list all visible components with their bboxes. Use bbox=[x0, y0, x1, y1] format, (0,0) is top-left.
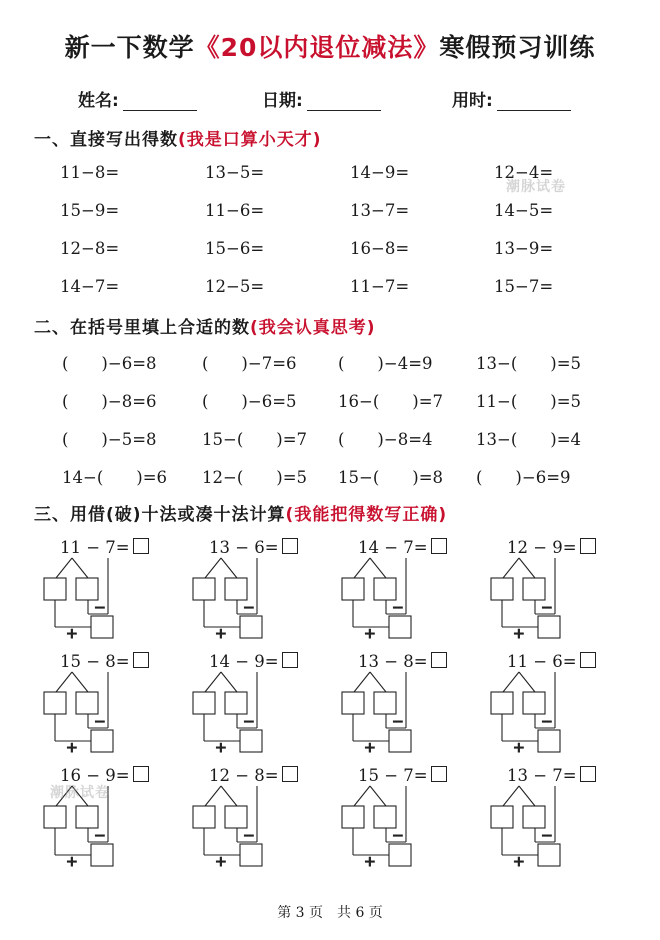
fill-in-problem[interactable]: 11−( )=5 bbox=[476, 392, 582, 411]
minus-sign: − bbox=[541, 600, 553, 616]
plus-sign: + bbox=[513, 854, 525, 870]
oral-calc-problem: 14−5= bbox=[494, 201, 554, 220]
equation-text: 12 − 9= bbox=[507, 538, 577, 557]
minus-sign: − bbox=[392, 714, 404, 730]
plus-sign: + bbox=[364, 626, 376, 642]
minus-sign: − bbox=[94, 714, 106, 730]
section3-note: (我能把得数写正确) bbox=[285, 505, 448, 525]
split-box-right[interactable] bbox=[523, 806, 545, 828]
answer-box[interactable] bbox=[133, 538, 149, 554]
plus-sign: + bbox=[66, 740, 78, 756]
equation-text: 11 − 6= bbox=[507, 652, 577, 671]
equation-text: 14 − 9= bbox=[209, 652, 279, 671]
minus-sign: − bbox=[392, 828, 404, 844]
split-box-right[interactable] bbox=[374, 806, 396, 828]
equation bbox=[507, 652, 596, 671]
equation bbox=[209, 766, 298, 785]
split-diagram bbox=[36, 556, 146, 646]
equation-text: 15 − 7= bbox=[358, 766, 428, 785]
equation bbox=[507, 538, 596, 557]
split-diagram bbox=[483, 784, 593, 874]
fill-in-problem[interactable]: 13−( )=5 bbox=[476, 354, 582, 373]
time-label: 用时: bbox=[452, 91, 493, 111]
split-box-left[interactable] bbox=[491, 578, 513, 600]
plus-sign: + bbox=[215, 854, 227, 870]
oral-calc-problem: 11−7= bbox=[350, 277, 410, 296]
equation bbox=[209, 538, 298, 557]
branch-line-right bbox=[221, 558, 237, 578]
section3-title: 三、用借(破)十法或凑十法计算 bbox=[34, 505, 286, 525]
answer-box[interactable] bbox=[133, 766, 149, 782]
oral-calc-problem: 14−7= bbox=[60, 277, 120, 296]
intermediate-box[interactable] bbox=[91, 616, 113, 638]
minus-sign: − bbox=[541, 714, 553, 730]
intermediate-box[interactable] bbox=[389, 730, 411, 752]
split-box-right[interactable] bbox=[76, 806, 98, 828]
fill-in-problem[interactable]: ( )−6=5 bbox=[202, 392, 297, 411]
branch-line-left bbox=[354, 672, 370, 692]
intermediate-box[interactable] bbox=[389, 844, 411, 866]
oral-calc-problem: 12−8= bbox=[60, 239, 120, 258]
equation-text: 15 − 8= bbox=[60, 652, 130, 671]
equation bbox=[209, 652, 298, 671]
branch-line-right bbox=[370, 672, 386, 692]
split-box-left[interactable] bbox=[491, 806, 513, 828]
split-box-left[interactable] bbox=[193, 578, 215, 600]
name-label: 姓名: bbox=[78, 91, 119, 111]
intermediate-box[interactable] bbox=[91, 730, 113, 752]
branch-line-right bbox=[370, 558, 386, 578]
oral-calc-problem: 12−4= bbox=[494, 163, 554, 182]
fill-in-problem[interactable]: 15−( )=7 bbox=[202, 430, 308, 449]
minus-sign: − bbox=[392, 600, 404, 616]
branch-line-left bbox=[205, 558, 221, 578]
equation-text: 12 − 8= bbox=[209, 766, 279, 785]
branch-line-left bbox=[354, 558, 370, 578]
plus-sign: + bbox=[513, 626, 525, 642]
fill-in-problem[interactable]: 16−( )=7 bbox=[338, 392, 444, 411]
minus-sign: − bbox=[541, 828, 553, 844]
split-box-right[interactable] bbox=[225, 578, 247, 600]
name-field bbox=[78, 86, 197, 111]
oral-calc-problem: 16−8= bbox=[350, 239, 410, 258]
minus-sign: − bbox=[94, 600, 106, 616]
oral-calc-problem: 15−7= bbox=[494, 277, 554, 296]
answer-box[interactable] bbox=[431, 652, 447, 668]
branch-line-right bbox=[370, 786, 386, 806]
split-box-left[interactable] bbox=[44, 578, 66, 600]
oral-calc-problem: 11−6= bbox=[205, 201, 265, 220]
branch-line-left bbox=[503, 558, 519, 578]
answer-box[interactable] bbox=[282, 538, 298, 554]
split-diagram bbox=[483, 556, 593, 646]
fill-in-problem[interactable]: 13−( )=4 bbox=[476, 430, 582, 449]
split-diagram bbox=[185, 784, 295, 874]
equation-text: 13 − 7= bbox=[507, 766, 577, 785]
watermark: 潮脉试卷 bbox=[50, 785, 110, 801]
answer-box[interactable] bbox=[282, 652, 298, 668]
watermark: 潮脉试卷 bbox=[506, 179, 566, 195]
fill-in-problem[interactable]: ( )−4=9 bbox=[338, 354, 433, 373]
branch-line-right bbox=[519, 558, 535, 578]
equation bbox=[507, 766, 596, 785]
time-blank[interactable] bbox=[497, 92, 571, 111]
oral-calc-problem: 11−8= bbox=[60, 163, 120, 182]
title-prefix: 新一下数学 bbox=[64, 33, 195, 62]
split-box-left[interactable] bbox=[491, 692, 513, 714]
intermediate-box[interactable] bbox=[538, 844, 560, 866]
oral-calc-problem: 12−5= bbox=[205, 277, 265, 296]
branch-line-left bbox=[205, 672, 221, 692]
branch-line-left bbox=[205, 786, 221, 806]
plus-sign: + bbox=[215, 626, 227, 642]
branch-line-right bbox=[519, 786, 535, 806]
intermediate-box[interactable] bbox=[240, 730, 262, 752]
fill-in-problem[interactable]: ( )−5=8 bbox=[62, 430, 157, 449]
split-box-right[interactable] bbox=[374, 692, 396, 714]
oral-calc-problem: 13−5= bbox=[205, 163, 265, 182]
oral-calc-problem: 15−6= bbox=[205, 239, 265, 258]
section2-note: (我会认真思考) bbox=[250, 318, 376, 338]
page-footer: 第 3 页 共 6 页 bbox=[277, 905, 383, 921]
split-diagram bbox=[334, 670, 444, 760]
split-diagram bbox=[334, 784, 444, 874]
split-box-right[interactable] bbox=[523, 692, 545, 714]
branch-line-right bbox=[72, 672, 88, 692]
fill-in-problem[interactable]: ( )−8=4 bbox=[338, 430, 433, 449]
split-box-left[interactable] bbox=[193, 806, 215, 828]
section1-title: 一、直接写出得数 bbox=[34, 130, 178, 150]
branch-line-right bbox=[221, 672, 237, 692]
minus-sign: − bbox=[243, 714, 255, 730]
split-box-right[interactable] bbox=[76, 578, 98, 600]
plus-sign: + bbox=[364, 740, 376, 756]
fill-in-problem[interactable]: ( )−6=9 bbox=[476, 468, 571, 487]
equation-text: 11 − 7= bbox=[60, 538, 130, 557]
equation bbox=[358, 652, 447, 671]
split-diagram bbox=[185, 670, 295, 760]
plus-sign: + bbox=[364, 854, 376, 870]
intermediate-box[interactable] bbox=[538, 616, 560, 638]
split-diagram bbox=[185, 556, 295, 646]
page-title bbox=[0, 28, 660, 64]
date-label: 日期: bbox=[262, 91, 303, 111]
fill-in-problem[interactable]: 15−( )=8 bbox=[338, 468, 444, 487]
oral-calc-problem: 14−9= bbox=[350, 163, 410, 182]
equation-text: 14 − 7= bbox=[358, 538, 428, 557]
intermediate-box[interactable] bbox=[91, 844, 113, 866]
answer-box[interactable] bbox=[282, 766, 298, 782]
answer-box[interactable] bbox=[580, 766, 596, 782]
branch-line-left bbox=[56, 672, 72, 692]
title-suffix: 寒假预习训练 bbox=[439, 33, 596, 62]
date-blank[interactable] bbox=[307, 92, 381, 111]
oral-calc-problem: 13−7= bbox=[350, 201, 410, 220]
equation-text: 16 − 9= bbox=[60, 766, 130, 785]
split-box-right[interactable] bbox=[374, 578, 396, 600]
plus-sign: + bbox=[66, 854, 78, 870]
intermediate-box[interactable] bbox=[389, 616, 411, 638]
branch-line-left bbox=[354, 786, 370, 806]
plus-sign: + bbox=[215, 740, 227, 756]
split-box-right[interactable] bbox=[225, 806, 247, 828]
equation bbox=[358, 766, 447, 785]
time-field bbox=[452, 86, 571, 111]
minus-sign: − bbox=[243, 600, 255, 616]
fill-in-problem[interactable]: 14−( )=6 bbox=[62, 468, 168, 487]
fill-in-problem[interactable]: ( )−6=8 bbox=[62, 354, 157, 373]
equation bbox=[60, 652, 149, 671]
oral-calc-problem: 15−9= bbox=[60, 201, 120, 220]
answer-box[interactable] bbox=[580, 538, 596, 554]
minus-sign: − bbox=[94, 828, 106, 844]
answer-box[interactable] bbox=[431, 766, 447, 782]
fill-in-problem[interactable]: ( )−8=6 bbox=[62, 392, 157, 411]
section2-title: 二、在括号里填上合适的数 bbox=[34, 318, 250, 338]
plus-sign: + bbox=[66, 626, 78, 642]
fill-in-problem[interactable]: 12−( )=5 bbox=[202, 468, 308, 487]
intermediate-box[interactable] bbox=[240, 616, 262, 638]
date-field bbox=[262, 86, 381, 111]
section3-heading bbox=[34, 500, 447, 525]
section1-note: (我是口算小天才) bbox=[178, 130, 322, 150]
intermediate-box[interactable] bbox=[240, 844, 262, 866]
answer-box[interactable] bbox=[580, 652, 596, 668]
section2-heading bbox=[34, 313, 376, 338]
minus-sign: − bbox=[243, 828, 255, 844]
split-box-left[interactable] bbox=[193, 692, 215, 714]
title-highlight: 《20以内退位减法》 bbox=[194, 33, 440, 62]
equation bbox=[358, 538, 447, 557]
split-box-left[interactable] bbox=[44, 692, 66, 714]
student-info-row bbox=[0, 86, 660, 112]
section1-heading bbox=[34, 125, 322, 150]
answer-box[interactable] bbox=[431, 538, 447, 554]
equation-text: 13 − 6= bbox=[209, 538, 279, 557]
split-box-right[interactable] bbox=[523, 578, 545, 600]
branch-line-right bbox=[72, 558, 88, 578]
branch-line-left bbox=[56, 558, 72, 578]
plus-sign: + bbox=[513, 740, 525, 756]
branch-line-right bbox=[221, 786, 237, 806]
intermediate-box[interactable] bbox=[538, 730, 560, 752]
branch-line-right bbox=[519, 672, 535, 692]
branch-line-left bbox=[503, 786, 519, 806]
name-blank[interactable] bbox=[123, 92, 197, 111]
branch-line-left bbox=[503, 672, 519, 692]
split-box-left[interactable] bbox=[342, 806, 364, 828]
split-diagram bbox=[334, 556, 444, 646]
oral-calc-problem: 13−9= bbox=[494, 239, 554, 258]
fill-in-problem[interactable]: ( )−7=6 bbox=[202, 354, 297, 373]
split-diagram bbox=[36, 670, 146, 760]
split-diagram bbox=[483, 670, 593, 760]
split-box-left[interactable] bbox=[44, 806, 66, 828]
equation-text: 13 − 8= bbox=[358, 652, 428, 671]
split-box-right[interactable] bbox=[225, 692, 247, 714]
split-box-left[interactable] bbox=[342, 578, 364, 600]
split-box-right[interactable] bbox=[76, 692, 98, 714]
answer-box[interactable] bbox=[133, 652, 149, 668]
equation bbox=[60, 538, 149, 557]
split-box-left[interactable] bbox=[342, 692, 364, 714]
